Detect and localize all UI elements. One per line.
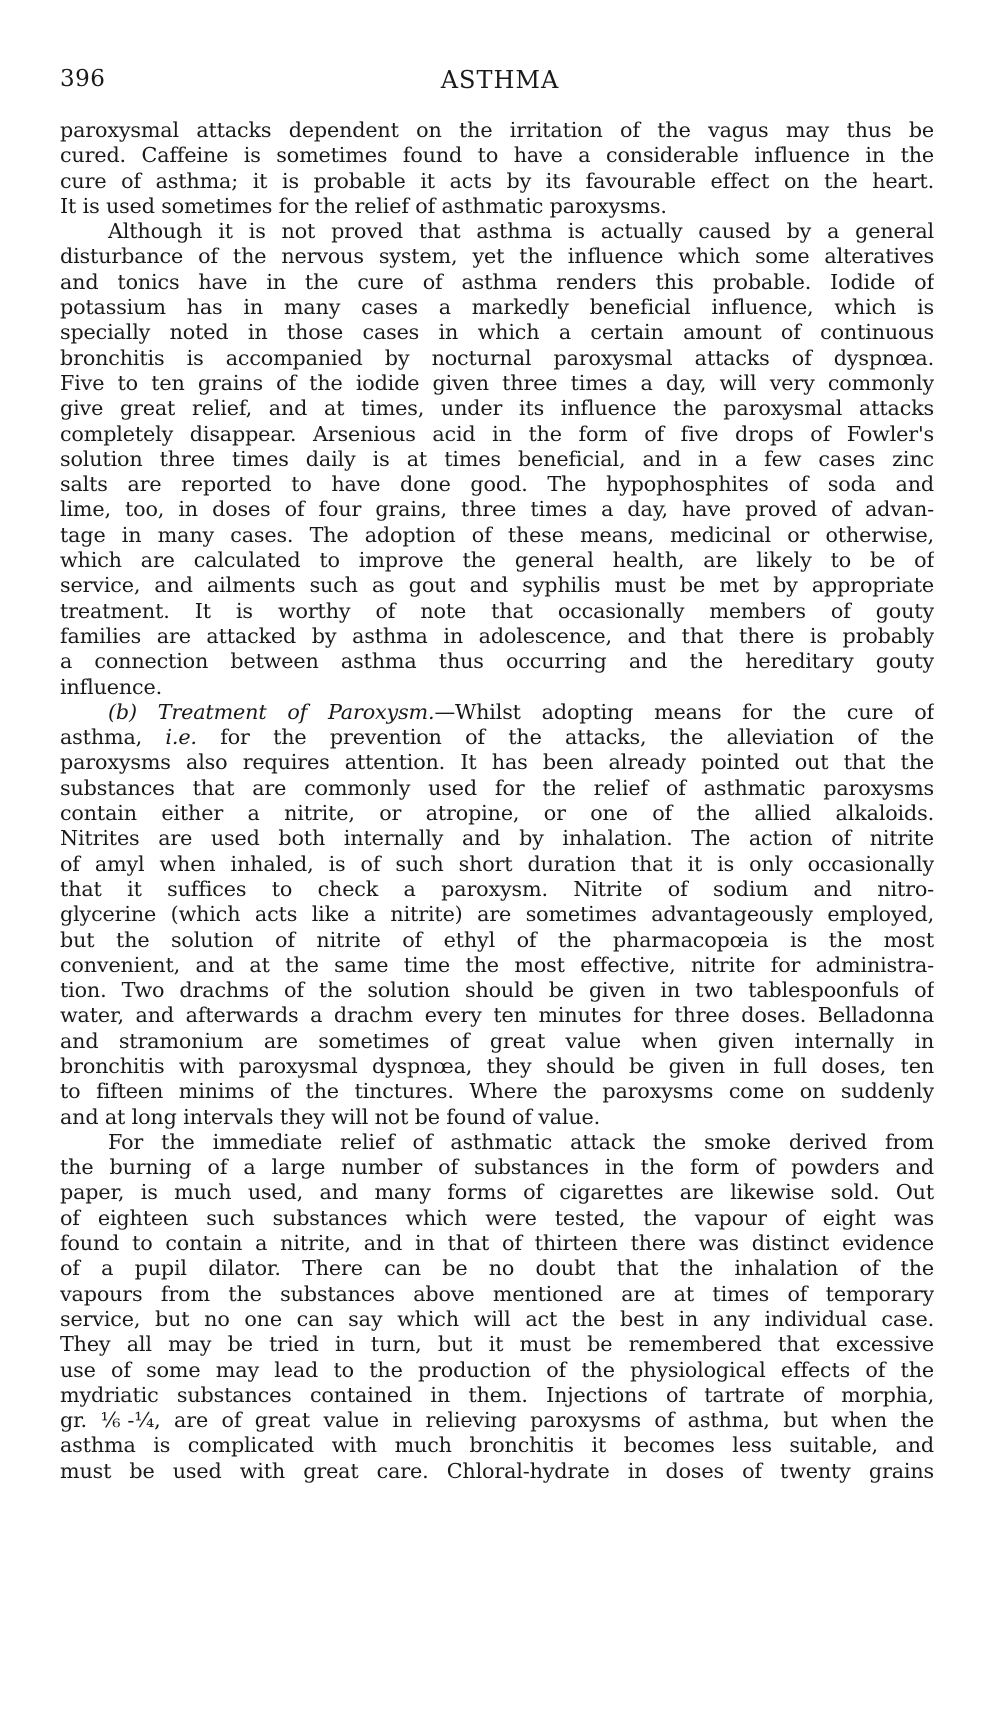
text-line: mydriatic substances contained in them. Injections of tartrate of morphia,: [60, 1382, 934, 1407]
text-line: disturbance of the nervous system, yet the influence which some alteratives: [60, 244, 934, 269]
text-line: Although it is not proved that asthma is actually caused by a general: [108, 219, 934, 244]
running-head: ASTHMA: [440, 66, 560, 94]
text-line: and at long intervals they will not be found of value.: [60, 1104, 601, 1129]
text-line: lime, too, in doses of four grains, three times a day, have proved of advan-: [60, 497, 934, 522]
text-fragment: for the prevention of the attacks, the alleviation of the: [196, 725, 934, 750]
text-line: Five to ten grains of the iodide given three times a day, will very commonly: [60, 370, 934, 395]
text-line: to fifteen minims of the tinctures. Where the paroxysms come on suddenly: [60, 1079, 934, 1104]
text-line: vapours from the substances above mentioned are at times of temporary: [60, 1281, 934, 1306]
text-line: glycerine (which acts like a nitrite) are sometimes advantageously employed,: [60, 902, 934, 927]
text-line: but the solution of nitrite of ethyl of the pharmacopœia is the most: [60, 927, 934, 952]
italic-abbreviation: i.e.: [165, 725, 197, 750]
text-line: and stramonium are sometimes of great value when given internally in: [60, 1028, 934, 1053]
text-line: specially noted in those cases in which a certain amount of continuous: [60, 320, 934, 345]
text-line: treatment. It is worthy of note that occasionally members of gouty: [60, 598, 934, 623]
text-line: contain either a nitrite, or atropine, or one of the allied alkaloids.: [60, 801, 934, 826]
text-line: For the immediate relief of asthmatic attack the smoke derived from: [108, 1129, 934, 1154]
text-line: bronchitis with paroxysmal dyspnœa, they should be given in full doses, ten: [60, 1053, 934, 1078]
text-line: families are attacked by asthma in adolescence, and that there is probably: [60, 623, 934, 648]
text-line: bronchitis is accompanied by nocturnal paroxysmal attacks of dyspnœa.: [60, 345, 934, 370]
text-line: paroxysmal attacks dependent on the irritation of the vagus may thus be: [60, 118, 934, 142]
text-line: [60, 725, 934, 750]
text-line: tion. Two drachms of the solution should be given in two tablespoonfuls of: [60, 978, 934, 1003]
section-heading: (b) Treatment of Paroxysm.: [108, 699, 435, 724]
text-line: that it suffices to check a paroxysm. Nitrite of sodium and nitro-: [60, 876, 934, 901]
text-line: Nitrites are used both internally and by inhalation. The action of nitrite: [60, 826, 934, 851]
text-line: found to contain a nitrite, and in that of thirteen there was distinct evidence: [60, 1231, 934, 1256]
text-fragment: —Whilst adopting means for the cure of: [434, 699, 934, 724]
text-line: gr. ⅙-¼, are of great value in relieving paroxysms of asthma, but when the: [60, 1408, 934, 1433]
text-line: service, and ailments such as gout and syphilis must be met by appropriate: [60, 573, 934, 598]
body-text: [60, 118, 934, 1484]
text-line: completely disappear. Arsenious acid in the form of five drops of Fowler's: [60, 421, 934, 446]
text-line: the burning of a large number of substances in the form of powders and: [60, 1155, 934, 1180]
text-line: a connection between asthma thus occurring and the hereditary gouty: [60, 649, 934, 674]
text-line: asthma is complicated with much bronchitis it becomes less suitable, and: [60, 1433, 934, 1458]
text-line: influence.: [60, 674, 163, 699]
text-line: cured. Caffeine is sometimes found to have a considerable influence in the: [60, 143, 934, 168]
text-line: It is used sometimes for the relief of asthmatic paroxysms.: [60, 193, 667, 218]
text-line: and tonics have in the cure of asthma renders this probable. Iodide of: [60, 269, 934, 294]
text-line: paroxysms also requires attention. It has been already pointed out that the: [60, 750, 934, 775]
text-line: [60, 700, 934, 725]
text-line: cure of asthma; it is probable it acts by its favourable effect on the heart.: [60, 168, 934, 193]
text-line: use of some may lead to the production of the physiological effects of the: [60, 1357, 934, 1382]
text-line: of eighteen such substances which were tested, the vapour of eight was: [60, 1205, 934, 1230]
text-line: must be used with great care. Chloral-hydrate in doses of twenty grains: [60, 1458, 934, 1483]
text-line: of amyl when inhaled, is of such short duration that it is only occasionally: [60, 851, 934, 876]
text-line: give great relief, and at times, under its influence the paroxysmal attacks: [60, 396, 934, 421]
text-fragment: asthma,: [60, 725, 166, 750]
text-line: potassium has in many cases a markedly beneficial influence, which is: [60, 295, 934, 320]
text-line: salts are reported to have done good. The hypophosphites of soda and: [60, 472, 934, 497]
page-header: [60, 66, 940, 98]
text-line: which are calculated to improve the general health, are likely to be of: [60, 548, 934, 573]
text-line: paper, is much used, and many forms of cigarettes are likewise sold. Out: [60, 1180, 934, 1205]
text-line: tage in many cases. The adoption of these means, medicinal or otherwise,: [60, 522, 934, 547]
page-number: 396: [60, 66, 106, 92]
text-line: convenient, and at the same time the most effective, nitrite for administra-: [60, 952, 934, 977]
text-line: water, and afterwards a drachm every ten minutes for three doses. Belladonna: [60, 1003, 934, 1028]
text-line: solution three times daily is at times beneficial, and in a few cases zinc: [60, 446, 934, 471]
text-line: of a pupil dilator. There can be no doubt that the inhalation of the: [60, 1256, 934, 1281]
text-line: They all may be tried in turn, but it must be remembered that excessive: [60, 1332, 934, 1357]
text-line: service, but no one can say which will act the best in any individual case.: [60, 1306, 934, 1331]
text-line: substances that are commonly used for the relief of asthmatic paroxysms: [60, 775, 934, 800]
